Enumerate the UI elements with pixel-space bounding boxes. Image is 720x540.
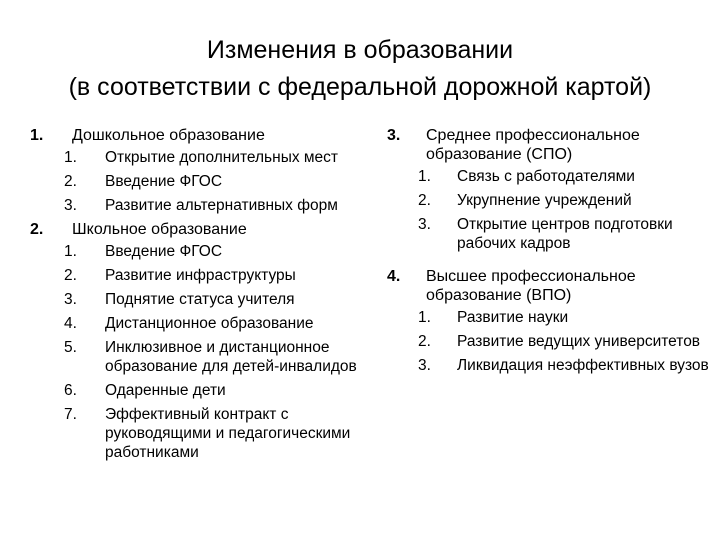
item-number: 2. — [418, 192, 431, 209]
list-item — [0, 242, 385, 261]
list-item — [0, 148, 385, 167]
page-subtitle: (в соответствии с федеральной дорожной картой) — [68, 73, 652, 101]
item-text: Поднятие статуса учителя — [105, 291, 295, 308]
item-number: 1. — [64, 149, 77, 166]
item-text: Развитие инфраструктуры — [105, 267, 296, 284]
item-number: 3. — [64, 197, 77, 214]
item-text: Укрупнение учреждений — [457, 192, 632, 209]
list-item — [0, 338, 385, 376]
item-number: 4. — [64, 315, 77, 332]
section-heading: Школьное образование — [72, 221, 247, 238]
list-item — [0, 172, 385, 191]
section-spo — [385, 126, 720, 164]
section-number: 4. — [387, 268, 401, 285]
list-item — [0, 266, 385, 285]
item-number: 2. — [64, 267, 77, 284]
list-item — [385, 308, 720, 327]
list-item — [0, 381, 385, 400]
item-text: Инклюзивное и дистанционное образование для детей-инвалидов — [105, 339, 357, 375]
item-number: 1. — [64, 243, 77, 260]
page-title: Изменения в образовании — [206, 36, 514, 64]
list-item — [0, 196, 385, 215]
item-number: 2. — [64, 173, 77, 190]
item-text: Дистанционное образование — [105, 315, 314, 332]
item-text: Связь с работодателями — [457, 168, 635, 185]
list-item — [385, 356, 720, 375]
item-text: Введение ФГОС — [105, 243, 223, 260]
item-number: 2. — [418, 333, 431, 350]
list-item — [385, 332, 720, 351]
item-number: 3. — [64, 291, 77, 308]
section-number: 1. — [30, 127, 44, 144]
list-item — [0, 314, 385, 333]
section-preschool — [0, 126, 385, 145]
item-text: Ликвидация неэффективных вузов — [457, 357, 709, 374]
item-text: Открытие дополнительных мест — [105, 149, 339, 166]
list-item — [385, 191, 720, 210]
section-heading: Дошкольное образование — [72, 127, 265, 144]
item-number: 3. — [418, 216, 431, 233]
section-heading: Высшее профессиональное образование (ВПО) — [426, 268, 636, 304]
left-column — [0, 126, 385, 467]
item-number: 1. — [418, 309, 431, 326]
item-text: Развитие науки — [457, 309, 569, 326]
item-text: Открытие центров подготовки рабочих кадров — [457, 216, 673, 252]
list-item — [0, 405, 385, 462]
item-text: Введение ФГОС — [105, 173, 223, 190]
item-number: 7. — [64, 406, 77, 423]
item-text: Развитие ведущих университетов — [457, 333, 701, 350]
right-column — [385, 126, 720, 380]
section-vpo — [385, 267, 720, 305]
section-number: 2. — [30, 221, 44, 238]
item-number: 1. — [418, 168, 431, 185]
item-text: Эффективный контракт с руководящими и педагогическими работниками — [105, 406, 351, 461]
item-number: 5. — [64, 339, 77, 356]
section-number: 3. — [387, 127, 401, 144]
list-item — [385, 167, 720, 186]
item-number: 6. — [64, 382, 77, 399]
item-text: Одаренные дети — [105, 382, 226, 399]
section-school — [0, 220, 385, 239]
item-number: 3. — [418, 357, 431, 374]
list-item — [385, 215, 720, 253]
item-text: Развитие альтернативных форм — [105, 197, 338, 214]
list-item — [0, 290, 385, 309]
section-heading: Среднее профессиональное образование (СПО) — [426, 127, 640, 163]
